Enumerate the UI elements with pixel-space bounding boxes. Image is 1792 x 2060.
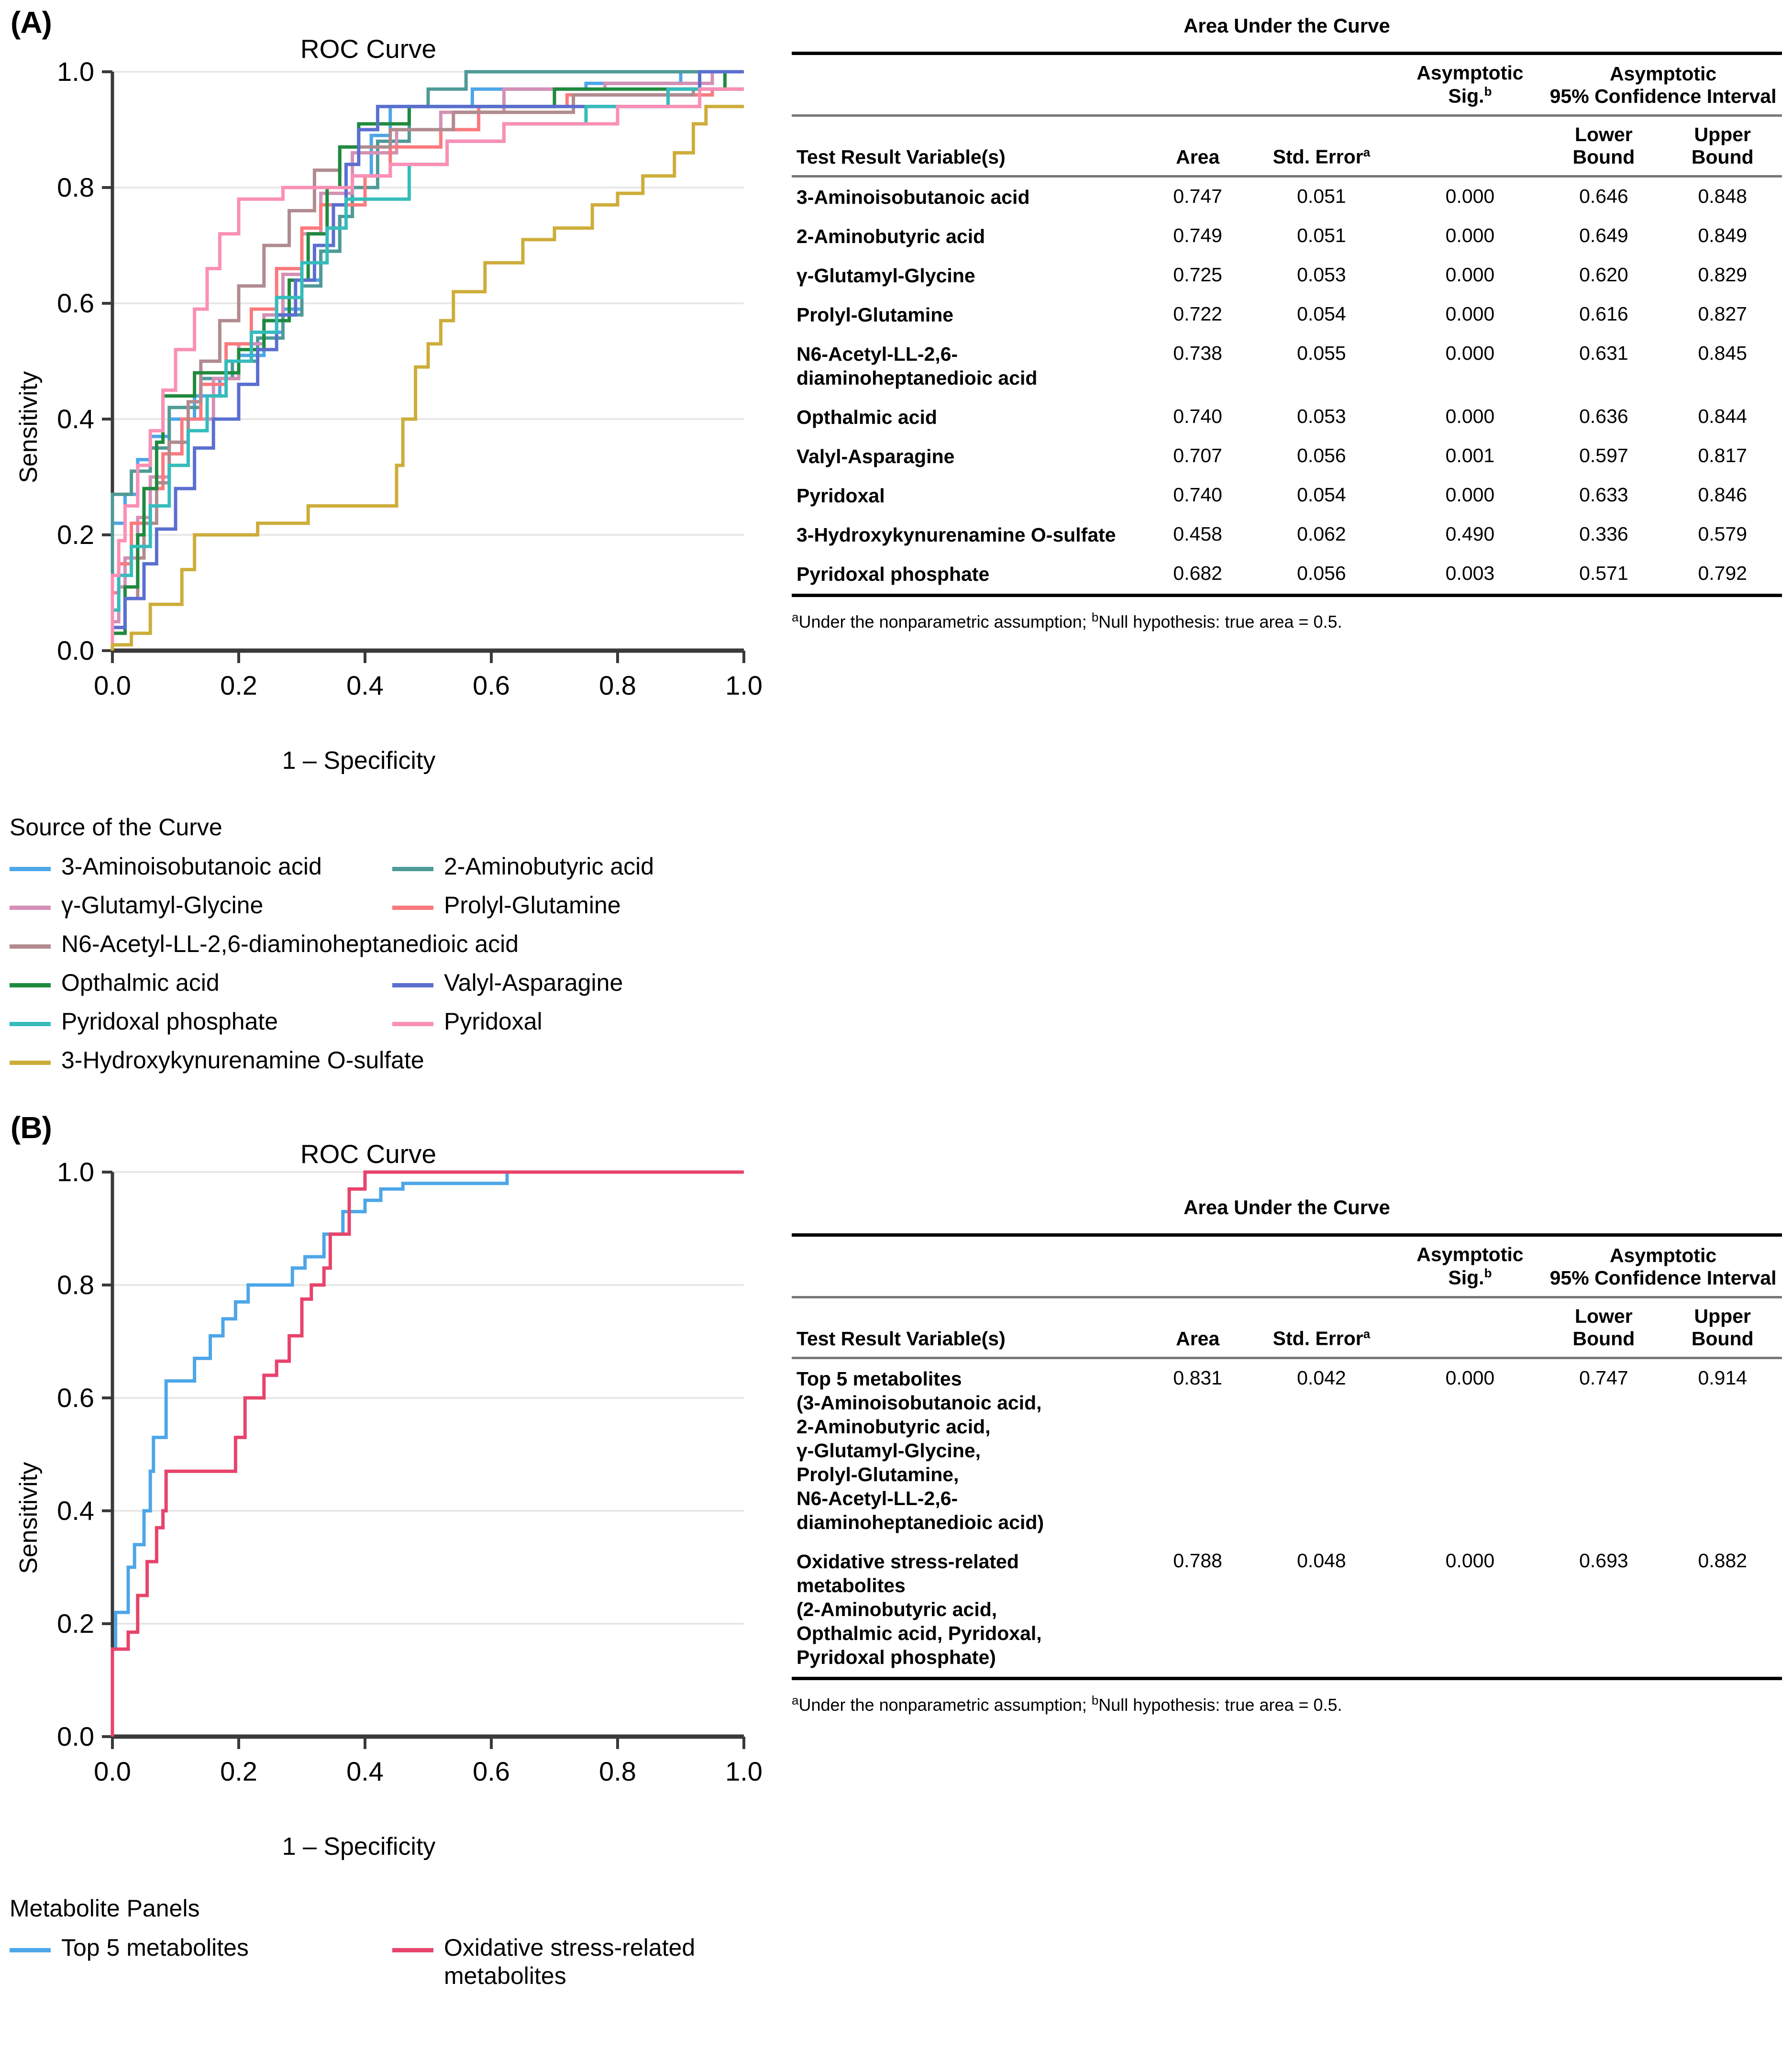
- header-lower-line1: Lower: [1575, 123, 1633, 145]
- cell-upper: 0.849: [1698, 224, 1748, 246]
- legend-item-label: 3-Hydroxykynurenamine O-sulfate: [61, 1047, 424, 1074]
- header-std-error-superscript: a: [1363, 145, 1371, 159]
- y-tick-label: 0.6: [57, 1383, 94, 1413]
- cell-std-error: 0.051: [1297, 224, 1346, 246]
- roc-curve: [112, 89, 744, 651]
- legend-color-swatch: [392, 867, 433, 871]
- cell-std-error: 0.053: [1297, 263, 1346, 286]
- header-blank-3: [1247, 1237, 1396, 1297]
- cell-std-error: 0.054: [1297, 302, 1346, 325]
- header-upper-line1: Upper: [1694, 123, 1751, 145]
- y-tick-label: 0.2: [57, 1608, 94, 1639]
- table-row: [792, 476, 1782, 515]
- header-sig-superscript: b: [1484, 84, 1492, 99]
- x-tick-label: 0.8: [599, 1756, 636, 1786]
- footnote-a-superscript: a: [792, 609, 799, 624]
- cell-upper: 0.827: [1698, 302, 1748, 325]
- cell-lower: 0.336: [1579, 522, 1628, 545]
- legend-item: [392, 891, 775, 919]
- table-row: [792, 554, 1782, 596]
- x-tick-label: 0.6: [473, 670, 510, 700]
- y-tick-label: 0.4: [57, 1495, 94, 1526]
- cell-sig: 0.000: [1445, 185, 1495, 207]
- cell-upper: 0.817: [1698, 444, 1748, 466]
- cell-lower: 0.597: [1579, 444, 1628, 466]
- x-tick-label: 0.4: [346, 1756, 384, 1786]
- auc-table-panel-b: [792, 1196, 1782, 1717]
- header-sig-text: Sig.: [1448, 85, 1484, 107]
- cell-variable: 2-Aminobutyric acid: [796, 225, 985, 247]
- y-axis-label-b: Sensitivity: [15, 1462, 43, 1574]
- footnote-a-text: Under the nonparametric assumption;: [798, 611, 1087, 631]
- y-tick-label: 1.0: [57, 56, 94, 87]
- table-row: [792, 256, 1782, 295]
- cell-sig: 0.000: [1445, 1549, 1495, 1572]
- legend-color-swatch: [10, 867, 51, 871]
- legend-item-label: Pyridoxal: [444, 1008, 542, 1035]
- roc-plot-a: [0, 29, 775, 794]
- cell-std-error: 0.055: [1297, 342, 1346, 364]
- legend-color-swatch: [392, 983, 433, 987]
- cell-sig: 0.000: [1445, 224, 1495, 246]
- cell-upper: 0.914: [1698, 1366, 1748, 1389]
- roc-curve: [112, 89, 744, 651]
- header-lower-line2: Bound: [1572, 1327, 1635, 1350]
- cell-area: 0.707: [1173, 444, 1222, 466]
- header-blank-1: [792, 1237, 1148, 1297]
- legend-item: [392, 853, 775, 881]
- footnote-b-text: Null hypothesis: true area = 0.5.: [1098, 611, 1342, 631]
- table-row: [792, 398, 1782, 437]
- x-tick-label: 0.4: [346, 670, 384, 700]
- header-area: Area: [1176, 145, 1220, 168]
- cell-variable: Valyl-Asparagine: [796, 445, 955, 467]
- roc-curve: [112, 1172, 744, 1737]
- y-tick-label: 0.8: [57, 172, 94, 202]
- legend-item-label: γ-Glutamyl-Glycine: [61, 892, 264, 919]
- header-std-error: [1247, 1298, 1396, 1358]
- auc-table-b: [792, 1233, 1782, 1680]
- table-caption-b: Area Under the Curve: [1184, 1196, 1390, 1218]
- x-tick-label: 0.6: [473, 1756, 510, 1786]
- header-std-error-superscript: a: [1363, 1327, 1371, 1341]
- table-row: [792, 295, 1782, 334]
- cell-std-error: 0.056: [1297, 444, 1346, 466]
- legend-color-swatch: [10, 1948, 51, 1952]
- header-lower-line1: Lower: [1575, 1305, 1633, 1327]
- header-asymptotic-sig-line1: Asymptotic: [1416, 62, 1524, 84]
- header-asymptotic-sig-line2: [1401, 84, 1540, 108]
- cell-lower: 0.747: [1579, 1366, 1628, 1389]
- cell-area: 0.747: [1173, 185, 1222, 207]
- roc-curve: [112, 89, 744, 651]
- header-std-error-text: Std. Error: [1272, 1327, 1363, 1350]
- cell-upper: 0.845: [1698, 342, 1748, 364]
- table-row: [792, 437, 1782, 476]
- cell-std-error: 0.042: [1297, 1366, 1346, 1389]
- legend-color-swatch: [10, 1022, 51, 1026]
- cell-std-error: 0.051: [1297, 185, 1346, 207]
- cell-area: 0.831: [1173, 1366, 1222, 1389]
- cell-upper: 0.848: [1698, 185, 1748, 207]
- header-std-error: [1247, 117, 1396, 177]
- roc-curve: [112, 1172, 744, 1737]
- cell-upper: 0.829: [1698, 263, 1748, 286]
- cell-area: 0.738: [1173, 342, 1222, 364]
- legend-item-label: Pyridoxal phosphate: [61, 1008, 278, 1035]
- x-tick-label: 0.2: [220, 1756, 257, 1786]
- table-footnote-b: [792, 1693, 1782, 1717]
- cell-variable: Top 5 metabolites (3-Aminoisobutanoic acid, 2-Aminobutyric acid, γ-Glutamyl-Glycine, Prolyl-Glutamine, N6-Acetyl-LL-2,6- diaminoheptanedioic acid): [796, 1367, 1044, 1533]
- legend-color-swatch: [392, 1022, 433, 1026]
- legend-color-swatch: [10, 944, 51, 949]
- cell-variable: 3-Hydroxykynurenamine O-sulfate: [796, 523, 1116, 546]
- legend-item: [10, 1046, 775, 1074]
- legend-panel-b: [10, 1894, 775, 2001]
- header-upper-bound: [1663, 117, 1782, 177]
- header-confidence-interval: [1544, 55, 1782, 115]
- footnote-b-text: Null hypothesis: true area = 0.5.: [1098, 1695, 1342, 1715]
- header-asymptotic-sig: [1396, 1237, 1545, 1297]
- legend-item-label: Oxidative stress-related metabolites: [444, 1934, 696, 1989]
- header-sig-text: Sig.: [1448, 1266, 1484, 1289]
- table-row: [792, 1359, 1782, 1542]
- x-axis-label-a: 1 – Specificity: [282, 747, 436, 775]
- y-tick-label: 0.6: [57, 288, 94, 318]
- cell-area: 0.749: [1173, 224, 1222, 246]
- cell-lower: 0.616: [1579, 302, 1628, 325]
- cell-upper: 0.846: [1698, 483, 1748, 506]
- cell-upper: 0.882: [1698, 1549, 1748, 1572]
- cell-sig: 0.000: [1445, 342, 1495, 364]
- table-footnote-a: [792, 609, 1782, 633]
- cell-lower: 0.636: [1579, 405, 1628, 427]
- legend-color-swatch: [10, 983, 51, 987]
- cell-sig: 0.001: [1445, 444, 1495, 466]
- table-header-group-row: [792, 1237, 1782, 1297]
- cell-sig: 0.000: [1445, 405, 1495, 427]
- y-tick-label: 0.2: [57, 520, 94, 550]
- header-upper-line2: Bound: [1691, 145, 1754, 168]
- legend-items-b: [10, 1934, 775, 2001]
- table-row: [792, 1542, 1782, 1679]
- legend-item: [392, 1934, 775, 1990]
- legend-item-label: 2-Aminobutyric acid: [444, 853, 654, 880]
- cell-lower: 0.649: [1579, 224, 1628, 246]
- y-tick-label: 0.0: [57, 635, 94, 665]
- legend-item: [392, 1008, 775, 1036]
- header-test-result-variable: Test Result Variable(s): [796, 145, 1006, 168]
- cell-lower: 0.631: [1579, 342, 1628, 364]
- panel-b-letter: (B): [11, 1110, 52, 1145]
- header-blank-3: [1247, 55, 1396, 115]
- header-upper-line2: Bound: [1691, 1327, 1754, 1350]
- legend-color-swatch: [10, 906, 51, 910]
- legend-item-label: Top 5 metabolites: [61, 1934, 249, 1961]
- header-lower-line2: Bound: [1572, 145, 1635, 168]
- y-tick-label: 0.4: [57, 404, 94, 434]
- cell-std-error: 0.056: [1297, 562, 1346, 584]
- table-body-b: [792, 1359, 1782, 1679]
- header-blank-2: [1148, 55, 1247, 115]
- cell-sig: 0.003: [1445, 562, 1495, 584]
- x-tick-label: 0.0: [94, 670, 131, 700]
- cell-upper: 0.792: [1698, 562, 1748, 584]
- footnote-b-superscript: b: [1091, 609, 1099, 624]
- header-lower-bound: [1544, 1298, 1663, 1358]
- legend-item: [10, 969, 392, 997]
- header-ci-line2: 95% Confidence Interval: [1549, 1266, 1777, 1289]
- x-tick-label: 0.0: [94, 1756, 131, 1786]
- cell-lower: 0.646: [1579, 185, 1628, 207]
- table-rule-bottom: [792, 595, 1782, 597]
- roc-curve: [112, 89, 744, 651]
- footnote-a-text: Under the nonparametric assumption;: [798, 1695, 1087, 1715]
- legend-color-swatch: [392, 906, 433, 910]
- cell-sig: 0.000: [1445, 302, 1495, 325]
- table-caption-a: Area Under the Curve: [1184, 14, 1390, 37]
- legend-item: [392, 969, 775, 997]
- table-header-row: [792, 1298, 1782, 1358]
- cell-variable: Oxidative stress-related metabolites (2-Aminobutyric acid, Opthalmic acid, Pyridoxal, Pyridoxal phosphate): [796, 1550, 1042, 1668]
- cell-area: 0.722: [1173, 302, 1222, 325]
- header-upper-bound: [1663, 1298, 1782, 1358]
- auc-table-panel-a: [792, 14, 1782, 633]
- cell-area: 0.725: [1173, 263, 1222, 286]
- legend-item-label: Prolyl-Glutamine: [444, 892, 621, 919]
- table-rule-bottom: [792, 1678, 1782, 1680]
- chart-title-a: ROC Curve: [300, 34, 437, 64]
- x-tick-label: 0.8: [599, 670, 636, 700]
- x-tick-label: 1.0: [725, 670, 763, 700]
- legend-item: [10, 853, 392, 881]
- x-axis-label-b: 1 – Specificity: [282, 1833, 436, 1861]
- x-tick-label: 1.0: [725, 1756, 763, 1786]
- cell-area: 0.740: [1173, 405, 1222, 427]
- auc-table-a: [792, 52, 1782, 597]
- cell-std-error: 0.054: [1297, 483, 1346, 506]
- header-lower-bound: [1544, 117, 1663, 177]
- cell-lower: 0.571: [1579, 562, 1628, 584]
- table-header-group-row: [792, 55, 1782, 115]
- cell-std-error: 0.048: [1297, 1549, 1346, 1572]
- roc-chart-panel-a: [0, 29, 775, 794]
- cell-variable: Pyridoxal: [796, 484, 885, 507]
- legend-item-label: Opthalmic acid: [61, 969, 220, 996]
- footnote-b-superscript: b: [1091, 1693, 1099, 1707]
- table-row: [792, 334, 1782, 398]
- cell-sig: 0.490: [1445, 522, 1495, 545]
- cell-std-error: 0.053: [1297, 405, 1346, 427]
- cell-variable: Pyridoxal phosphate: [796, 563, 990, 585]
- legend-item: [10, 1934, 392, 1990]
- header-upper-line1: Upper: [1694, 1305, 1751, 1327]
- cell-variable: γ-Glutamyl-Glycine: [796, 264, 975, 287]
- y-tick-label: 0.0: [57, 1721, 94, 1751]
- cell-sig: 0.000: [1445, 483, 1495, 506]
- header-asymptotic-sig-line2: [1401, 1266, 1540, 1289]
- cell-area: 0.682: [1173, 562, 1222, 584]
- legend-item-label: 3-Aminoisobutanoic acid: [61, 853, 322, 880]
- roc-chart-panel-b: [0, 1134, 775, 1880]
- header-ci-line1: Asymptotic: [1609, 62, 1717, 85]
- cell-area: 0.740: [1173, 483, 1222, 506]
- header-sig-blank: [1396, 117, 1545, 177]
- header-sig-blank: [1396, 1298, 1545, 1358]
- legend-item: [10, 1008, 392, 1036]
- cell-area: 0.458: [1173, 522, 1222, 545]
- panel-b: [0, 1110, 1792, 2060]
- cell-variable: Prolyl-Glutamine: [796, 303, 954, 326]
- y-tick-label: 1.0: [57, 1157, 94, 1187]
- legend-item-label: N6-Acetyl-LL-2,6-diaminoheptanedioic acid: [61, 930, 519, 957]
- legend-items-a: [10, 853, 775, 1085]
- table-header-row: [792, 117, 1782, 177]
- table-row: [792, 217, 1782, 256]
- cell-lower: 0.620: [1579, 263, 1628, 286]
- table-body-a: [792, 177, 1782, 596]
- legend-color-swatch: [10, 1061, 51, 1065]
- cell-sig: 0.000: [1445, 263, 1495, 286]
- chart-title-b: ROC Curve: [300, 1139, 437, 1169]
- cell-lower: 0.693: [1579, 1549, 1628, 1572]
- legend-item-label: Valyl-Asparagine: [444, 969, 623, 996]
- header-ci-line2: 95% Confidence Interval: [1549, 85, 1777, 107]
- cell-area: 0.788: [1173, 1549, 1222, 1572]
- header-std-error-text: Std. Error: [1272, 145, 1363, 168]
- legend-item: [10, 930, 775, 958]
- header-sig-superscript: b: [1484, 1266, 1492, 1280]
- cell-sig: 0.000: [1445, 1366, 1495, 1389]
- footnote-a-superscript: a: [792, 1693, 799, 1707]
- header-asymptotic-sig-line1: Asymptotic: [1416, 1243, 1524, 1265]
- table-row: [792, 177, 1782, 217]
- cell-lower: 0.633: [1579, 483, 1628, 506]
- header-blank-2: [1148, 1237, 1247, 1297]
- x-tick-label: 0.2: [220, 670, 257, 700]
- cell-upper: 0.579: [1698, 522, 1748, 545]
- legend-item: [10, 891, 392, 919]
- header-asymptotic-sig: [1396, 55, 1545, 115]
- legend-color-swatch: [392, 1948, 433, 1952]
- header-ci-line1: Asymptotic: [1609, 1244, 1717, 1266]
- header-area: Area: [1176, 1327, 1220, 1350]
- y-axis-label-a: Sensitivity: [15, 371, 43, 483]
- cell-variable: Opthalmic acid: [796, 406, 937, 428]
- panel-a-letter: (A): [11, 5, 52, 40]
- cell-std-error: 0.062: [1297, 522, 1346, 545]
- cell-variable: N6-Acetyl-LL-2,6-diaminoheptanedioic acid: [796, 343, 1038, 389]
- roc-plot-b: [0, 1134, 775, 1880]
- cell-variable: 3-Aminoisobutanoic acid: [796, 186, 1030, 208]
- header-test-result-variable: Test Result Variable(s): [796, 1327, 1006, 1350]
- cell-upper: 0.844: [1698, 405, 1748, 427]
- legend-title-b: Metabolite Panels: [10, 1895, 200, 1922]
- legend-panel-a: [10, 813, 775, 1085]
- header-blank-1: [792, 55, 1148, 115]
- header-confidence-interval: [1544, 1237, 1782, 1297]
- y-tick-label: 0.8: [57, 1270, 94, 1300]
- table-row: [792, 515, 1782, 554]
- legend-title-a: Source of the Curve: [10, 814, 222, 841]
